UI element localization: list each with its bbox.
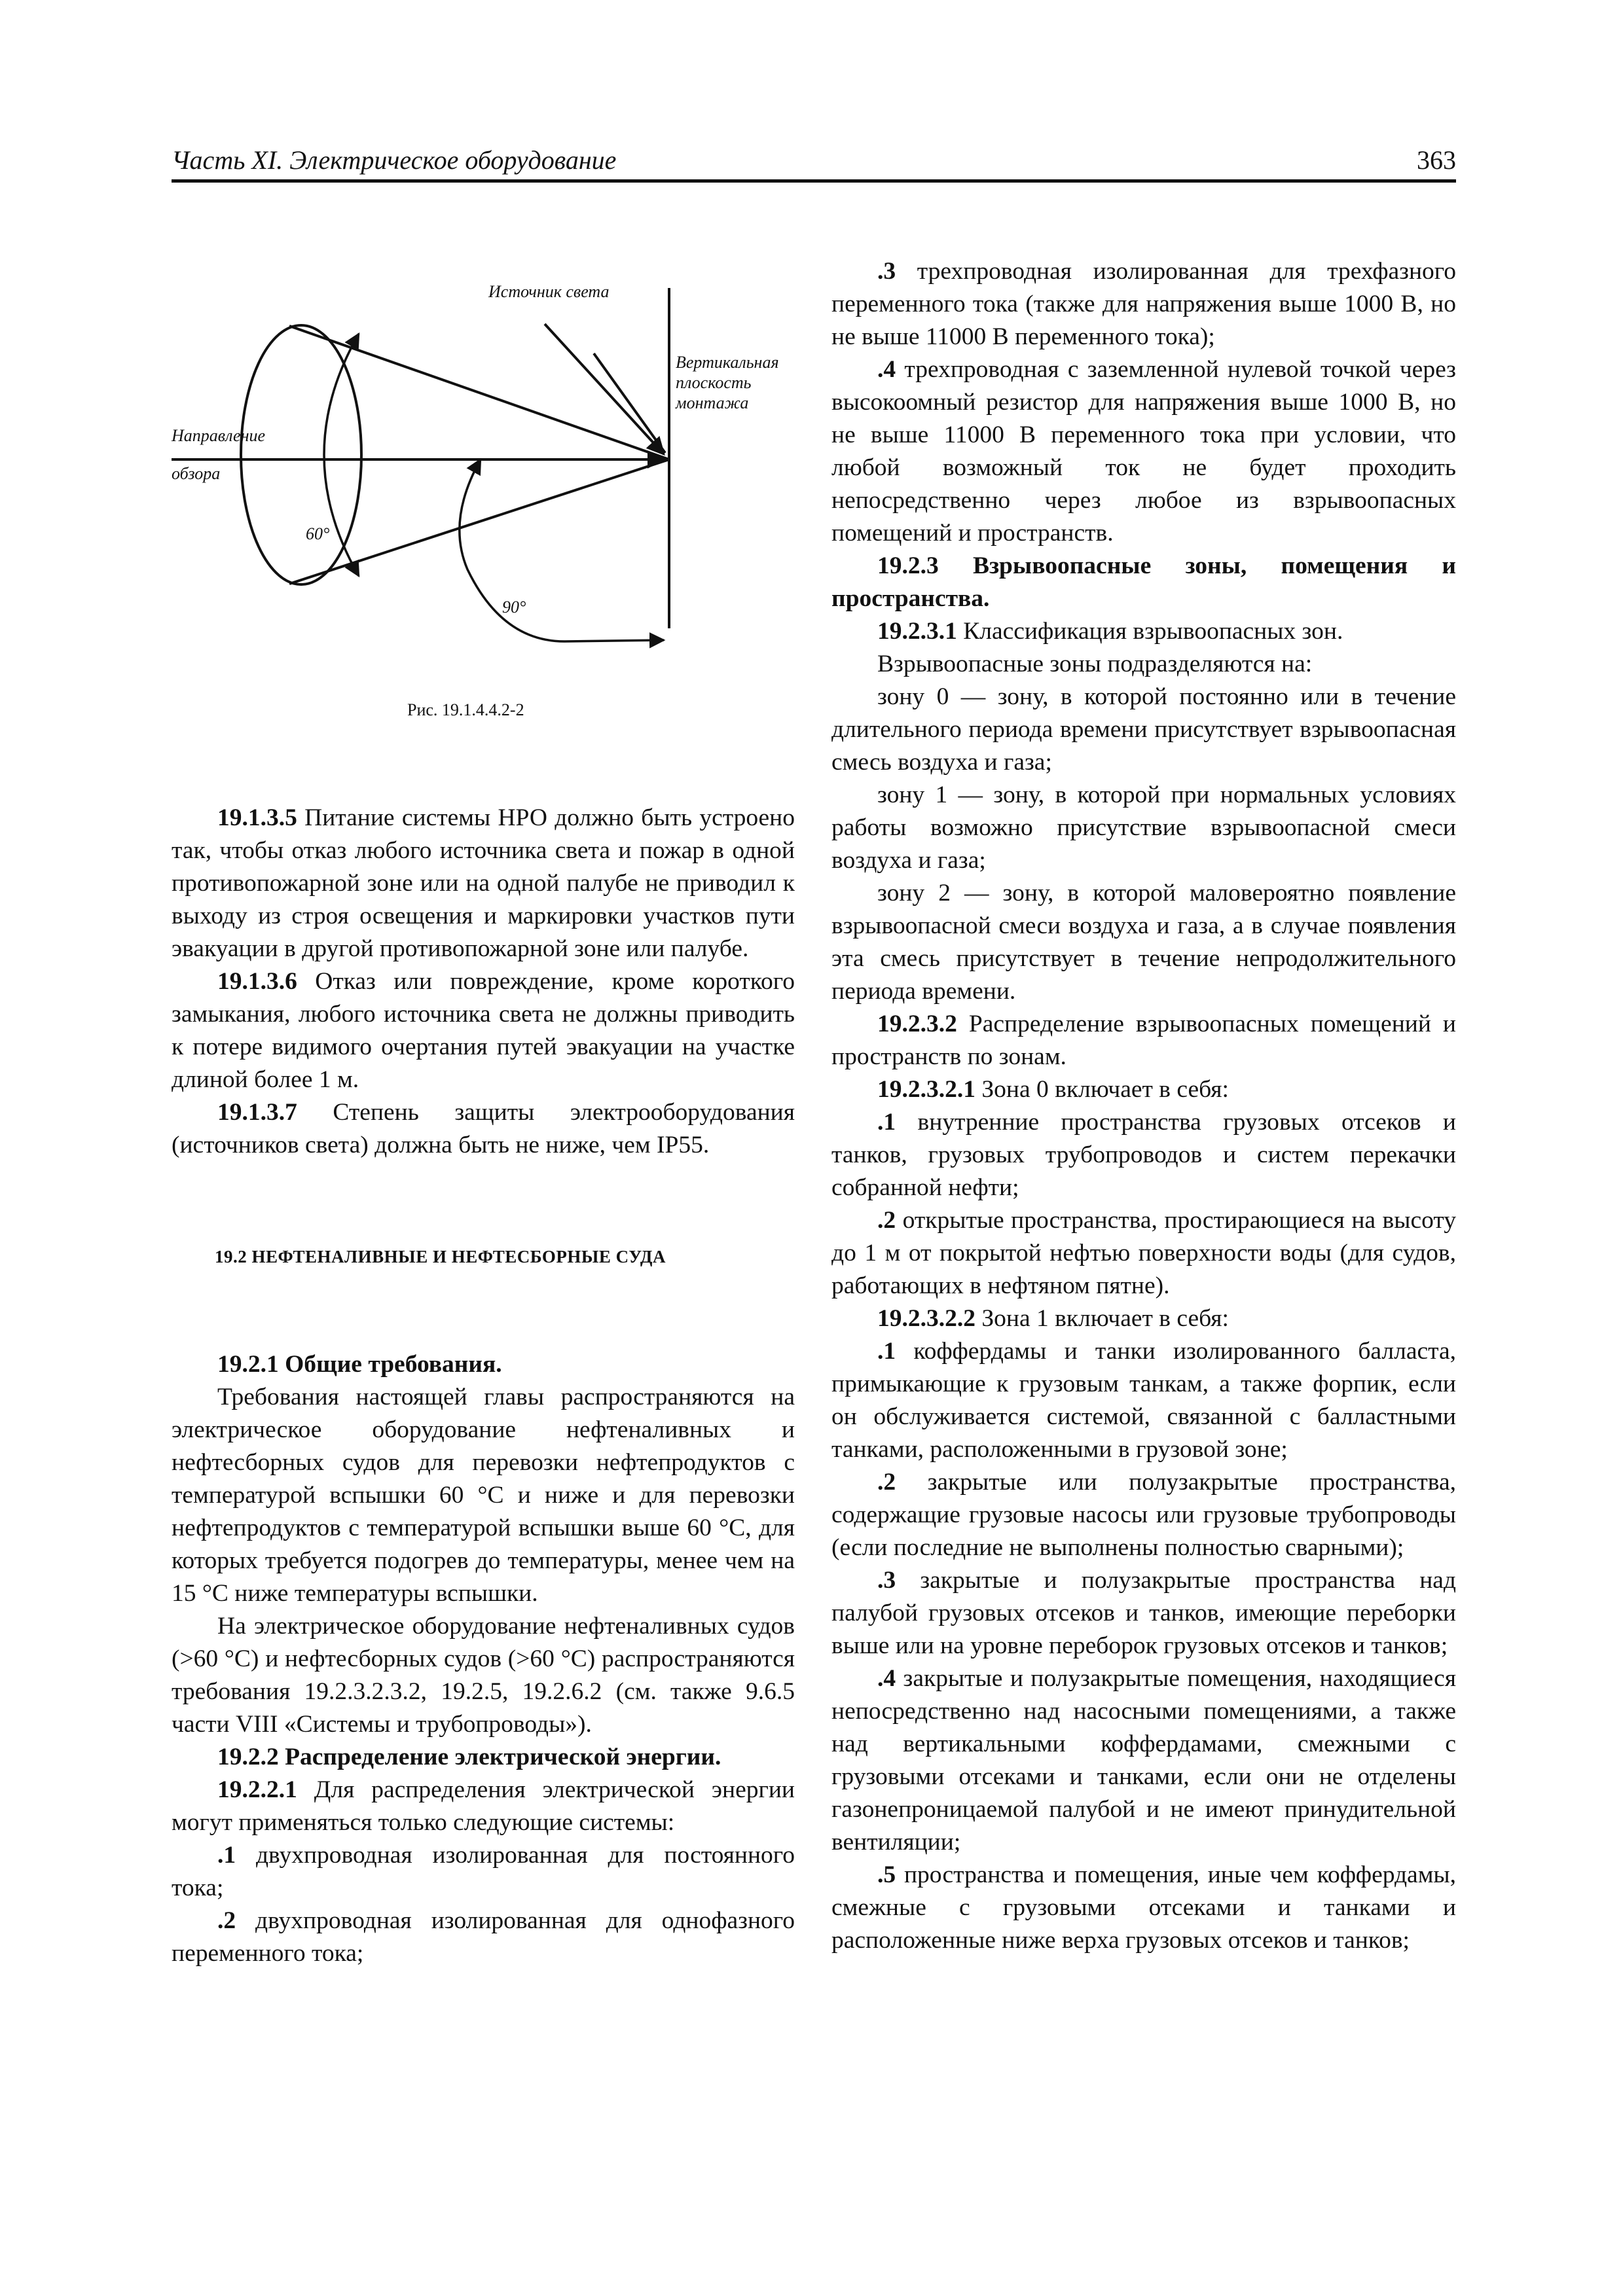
cone-top-edge	[289, 326, 669, 459]
label-vertical-plane: Вертикальная плоскость монтажа	[676, 353, 779, 412]
paragraph-19-1-3-6: 19.1.3.6 Отказ или повреждение, кроме короткого замыкания, любого источника света не должны приводить к потере видимого очертания путей эвакуации на участке длиной более 1 м.	[172, 968, 795, 1093]
zone1-item-2: .2 закрытые или полузакрытые пространства, содержащие грузовые насосы или грузовые трубопроводы (если последние не выполнены полностью сварными);	[831, 1469, 1456, 1561]
paragraph-19-2-3-1: 19.2.3.1 Классификация взрывоопасных зон.	[877, 618, 1343, 645]
paragraph-19-1-3-5: 19.1.3.5 Питание системы НРО должно быть устроено так, чтобы отказ любого источника света и пожар в одной противопожарной зоне или на одной палубе не приводил к выходу из строя освещения и маркировки участков пути эвакуации в другой противопожарной зоне или палубе.	[172, 804, 795, 962]
label-direction-1: Направление	[172, 426, 266, 445]
zone1-item-3: .3 закрытые и полузакрытые пространства над палубой грузовых отсеков и танков, имеющие переборки выше или на уровне переборок грузовых отсеков и танков;	[831, 1567, 1456, 1659]
section-heading-19-2: 19.2 НЕФТЕНАЛИВНЫЕ И НЕФТЕСБОРНЫЕ СУДА	[215, 1247, 666, 1266]
header-title: Часть XI. Электрическое оборудование	[172, 145, 617, 175]
heading-19-2-1: 19.2.1 Общие требования.	[217, 1351, 502, 1378]
zone0-item-1: .1 внутренние пространства грузовых отсеков и танков, грузовых трубопроводов и систем перекачки собранной нефти;	[831, 1109, 1456, 1201]
zone1-item-4: .4 закрытые и полузакрытые помещения, находящиеся непосредственно над насосными помещениями, а также над вертикальными коффердамами, смежными с грузовыми отсеками и танками, если они не отделены газонепроницаемой палубой и не имеют принудительной вентиляции;	[831, 1665, 1456, 1856]
page-number: 363	[1417, 145, 1456, 175]
paragraph-19-2-2-1: 19.2.2.1 Для распределения электрической энергии могут применяться только следующие системы:	[172, 1776, 795, 1836]
list-item-4: .4 трехпроводная с заземленной нулевой точкой через высокоомный резистор для напряжения выше 1000 В, но не выше 11000 В переменного тока при условии, что любой возможный ток не будет проходить непосредственно через любое из взрывоопасных помещений и пространств.	[831, 356, 1456, 547]
paragraph-general-1: Требования настоящей главы распространяются на электрическое оборудование нефтеналивных и нефтесборных судов для перевозки нефтепродуктов с температурой вспышки 60 °С и ниже и для перевозки нефтепродуктов с температурой вспышки выше 60 °С, для которых требуется подогрев до температуры, менее чем на 15 °С ниже температуры вспышки.	[172, 1384, 795, 1607]
zone1-item-1: .1 коффердамы и танки изолированного балласта, примыкающие к грузовым танкам, а также форпик, если он обслуживается системой, связанной с балластными танками, расположенными в грузовой зоне;	[831, 1338, 1456, 1463]
list-item-1: .1 двухпроводная изолированная для постоянного тока;	[172, 1842, 795, 1901]
paragraph-zone-0: зону 0 — зону, в которой постоянно или в течение длительного периода времени присутствует взрывоопасная смесь воздуха и газа;	[831, 683, 1456, 776]
zone0-item-2: .2 открытые пространства, простирающиеся на высоту до 1 м от покрытой нефтью поверхности воды (для судов, работающих в нефтяном пятне).	[831, 1207, 1456, 1299]
paragraph-19-2-3-2-2: 19.2.3.2.2 Зона 1 включает в себя:	[877, 1305, 1229, 1332]
figure-caption: Рис. 19.1.4.4.2-2	[407, 700, 524, 719]
paragraph-zone-2: зону 2 — зону, в которой маловероятно появление взрывоопасной смеси воздуха и газа, а в случае появления эта смесь присутствует в течение непродолжительного периода времени.	[831, 880, 1456, 1005]
light-ray-1	[545, 324, 664, 454]
paragraph-zones-intro: Взрывоопасные зоны подразделяются на:	[877, 651, 1313, 677]
label-90-degrees: 90°	[502, 598, 526, 617]
arc-90-arrow	[564, 640, 664, 641]
label-direction-2: обзора	[172, 464, 221, 483]
heading-19-2-3: 19.2.3 Взрывоопасные зоны, помещения и пространства.	[831, 552, 1456, 612]
list-item-3: .3 трехпроводная изолированная для трехфазного переменного тока (также для напряжения выше 1000 В, но не выше 11000 В переменного тока);	[831, 258, 1456, 350]
paragraph-19-2-3-2: 19.2.3.2 Распределение взрывоопасных помещений и пространств по зонам.	[831, 1011, 1456, 1070]
diagram-svg	[172, 262, 795, 733]
paragraph-19-1-3-7: 19.1.3.7 Степень защиты электрооборудования (источников света) должна быть не ниже, чем IP55.	[172, 1099, 795, 1158]
right-column	[831, 255, 1456, 1957]
zone1-item-5: .5 пространства и помещения, иные чем коффердамы, смежные с грузовыми отсеками и танками и расположенные ниже верха грузовых отсеков и танков;	[831, 1861, 1456, 1954]
paragraph-zone-1: зону 1 — зону, в которой при нормальных условиях работы возможно присутствие взрывоопасной смеси воздуха и газа;	[831, 781, 1456, 874]
page-header	[172, 143, 1456, 183]
paragraph-19-2-3-2-1: 19.2.3.2.1 Зона 0 включает в себя:	[877, 1076, 1229, 1103]
paragraph-general-2: На электрическое оборудование нефтеналивных судов (>60 °С) и нефтесборных судов (>60 °С) распространяются требования 19.2.3.2.3.2, 19.2.5, 19.2.6.2 (см. также 9.6.5 части VIII «Системы и трубопроводы»).	[172, 1613, 795, 1738]
cone-bottom-edge	[289, 459, 669, 584]
left-column	[172, 802, 795, 1970]
label-light-source: Источник света	[488, 282, 610, 301]
list-item-2: .2 двухпроводная изолированная для однофазного переменного тока;	[172, 1907, 795, 1967]
label-60-degrees: 60°	[306, 524, 330, 543]
figure-light-diagram	[172, 262, 795, 733]
heading-19-2-2: 19.2.2 Распределение электрической энергии.	[217, 1744, 721, 1770]
